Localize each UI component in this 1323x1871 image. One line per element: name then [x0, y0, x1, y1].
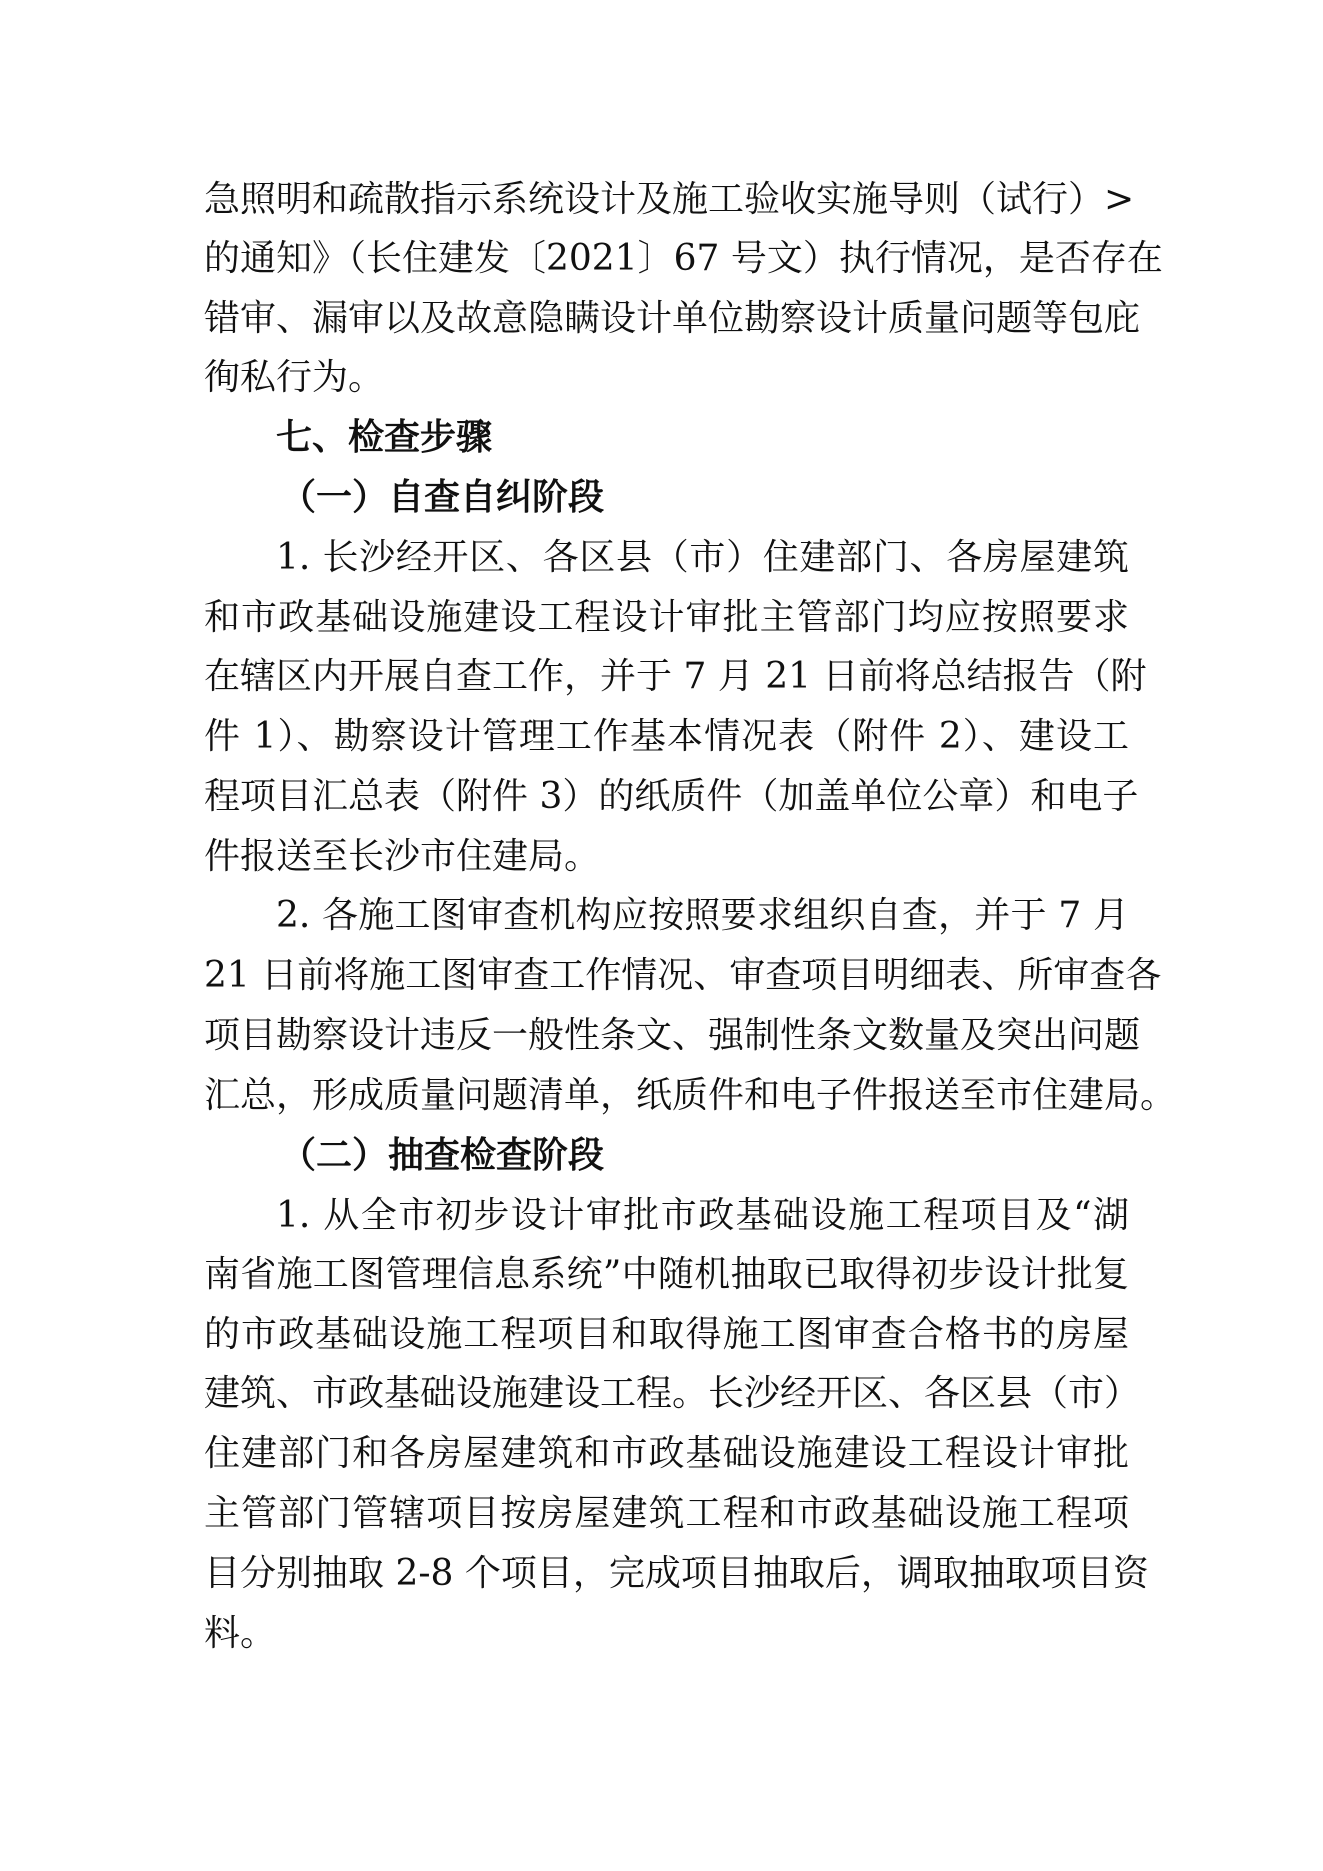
list-item-line: 料。	[204, 1613, 277, 1654]
list-item-line: 的市政基础设施工程项目和取得施工图审查合格书的房屋	[204, 1314, 1129, 1355]
body-text-line: 错审、漏审以及故意隐瞒设计单位勘察设计质量问题等包庇	[204, 298, 1141, 339]
list-item-line: 1. 从全市初步设计审批市政基础设施工程项目及“湖	[276, 1195, 1129, 1236]
list-item-line: 建筑、市政基础设施建设工程。长沙经开区、各区县（市）	[204, 1373, 1141, 1414]
list-item-line: 21 日前将施工图审查工作情况、审查项目明细表、所审查各	[204, 955, 1162, 996]
list-item-line: 南省施工图管理信息系统”中随机抽取已取得初步设计批复	[204, 1254, 1129, 1295]
list-item-line: 件报送至长沙市住建局。	[204, 836, 601, 877]
list-item-line: 目分别抽取 2-8 个项目，完成项目抽取后，调取抽取项目资	[204, 1553, 1149, 1594]
body-text-line: 急照明和疏散指示系统设计及施工验收实施导则（试行）>	[204, 179, 1135, 220]
subsection-heading: （一）自查自纠阶段	[280, 477, 605, 518]
list-item-line: 程项目汇总表（附件 3）的纸质件（加盖单位公章）和电子	[204, 776, 1139, 817]
list-item-line: 在辖区内开展自查工作，并于 7 月 21 日前将总结报告（附	[204, 656, 1147, 697]
subsection-heading: （二）抽查检查阶段	[280, 1135, 605, 1176]
body-text-line: 徇私行为。	[204, 357, 385, 398]
list-item-line: 项目勘察设计违反一般性条文、强制性条文数量及突出问题	[204, 1015, 1141, 1056]
body-text-line: 的通知》（长住建发〔2021〕67 号文）执行情况，是否存在	[204, 238, 1163, 279]
list-item-line: 主管部门管辖项目按房屋建筑工程和市政基础设施工程项	[204, 1493, 1129, 1534]
list-item-line: 和市政基础设施建设工程设计审批主管部门均应按照要求	[204, 597, 1129, 638]
list-item-line: 汇总，形成质量问题清单，纸质件和电子件报送至市住建局。	[204, 1075, 1177, 1116]
list-item-line: 1. 长沙经开区、各区县（市）住建部门、各房屋建筑	[276, 537, 1129, 578]
list-item-line: 件 1）、勘察设计管理工作基本情况表（附件 2）、建设工	[204, 716, 1129, 757]
list-item-line: 2. 各施工图审查机构应按照要求组织自查，并于 7 月	[276, 895, 1129, 936]
list-item-line: 住建部门和各房屋建筑和市政基础设施建设工程设计审批	[204, 1433, 1129, 1474]
section-heading: 七、检查步骤	[276, 417, 493, 458]
